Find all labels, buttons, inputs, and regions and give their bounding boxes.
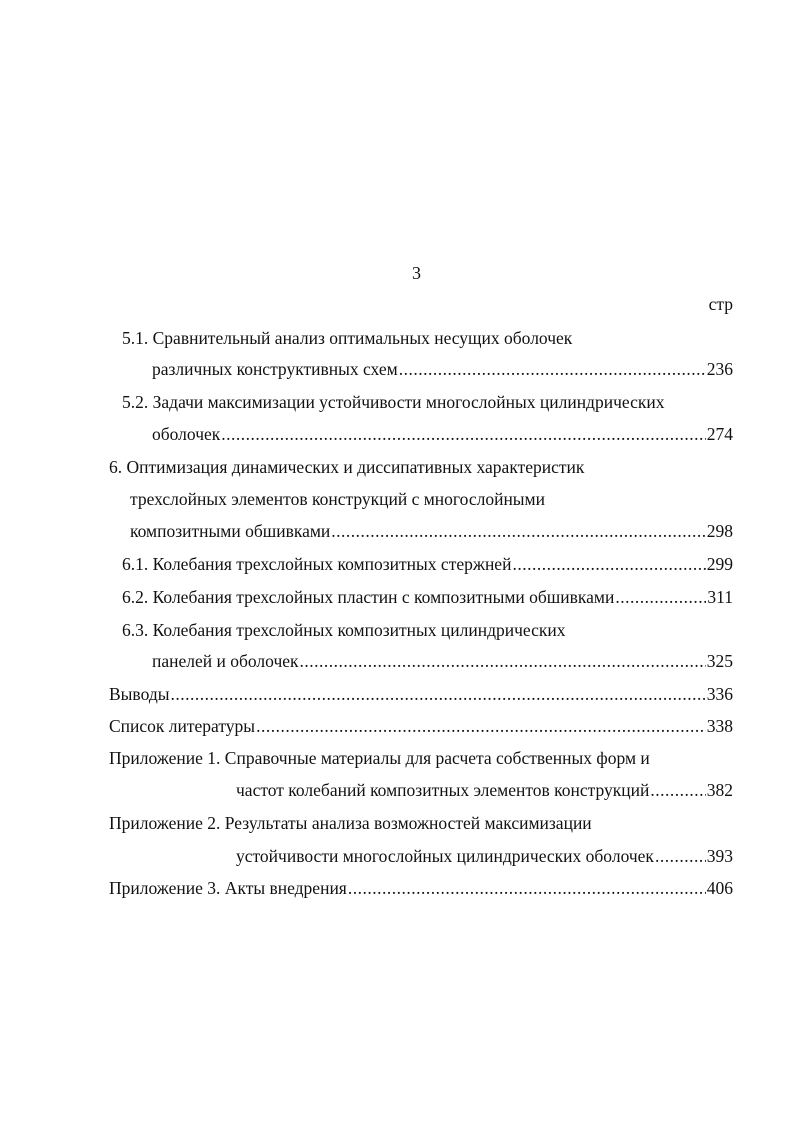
toc-entry-appendix-1-text: частот колебаний композитных элементов конструкций xyxy=(236,780,650,800)
dot-leader xyxy=(221,422,705,446)
dot-leader xyxy=(331,519,705,543)
toc-entry-appendix-3-text: Приложение 3. Акты внедрения xyxy=(109,878,347,898)
dot-leader xyxy=(348,876,706,900)
toc-entry-appendix-2-page: 393 xyxy=(706,846,733,866)
toc-entry-references-text: Список литературы xyxy=(109,716,256,736)
toc-entry-6-title: 6. Оптимизация динамических и диссипативных характеристик xyxy=(109,457,585,477)
toc-entry-appendix-2[interactable] xyxy=(236,844,733,868)
toc-entry-5-1-page: 236 xyxy=(706,359,733,379)
toc-entry-conclusions-page: 336 xyxy=(706,684,733,704)
toc-entry-5-1-title: 5.1. Сравнительный анализ оптимальных несущих оболочек xyxy=(122,328,573,348)
toc-entry-6-3-page: 325 xyxy=(706,651,733,671)
toc-entry-appendix-1-page: 382 xyxy=(706,780,733,800)
toc-entry-appendix-2-title: Приложение 2. Результаты анализа возможностей максимизации xyxy=(109,813,592,833)
toc-entry-6-text: композитными обшивками xyxy=(130,521,331,541)
toc-entry-5-2-title: 5.2. Задачи максимизации устойчивости многослойных цилиндрических xyxy=(122,392,665,412)
toc-entry-5-2-page: 274 xyxy=(706,424,733,444)
toc-entry-references-page: 338 xyxy=(706,716,733,736)
dot-leader xyxy=(399,357,706,381)
toc-entry-appendix-2-text: устойчивости многослойных цилиндрических оболочек xyxy=(236,846,654,866)
toc-entry-appendix-1-title: Приложение 1. Справочные материалы для расчета собственных форм и xyxy=(109,748,650,768)
dot-leader xyxy=(300,649,706,673)
toc-entry-conclusions[interactable] xyxy=(109,682,733,706)
toc-entry-appendix-1[interactable] xyxy=(236,778,733,802)
toc-entry-5-1-text: различных конструктивных схем xyxy=(152,359,398,379)
toc-entry-references[interactable] xyxy=(109,714,733,738)
toc-entry-6-page: 298 xyxy=(706,521,733,541)
page-number: 3 xyxy=(412,263,421,283)
toc-entry-appendix-3-page: 406 xyxy=(706,878,733,898)
toc-entry-conclusions-text: Выводы xyxy=(109,684,170,704)
toc-entry-6-1-page: 299 xyxy=(706,554,733,574)
toc-entry-5-2-text: оболочек xyxy=(152,424,221,444)
dot-leader xyxy=(170,682,705,706)
toc-entry-6[interactable] xyxy=(130,519,733,543)
toc-entry-6-1[interactable] xyxy=(122,552,733,576)
toc-entry-appendix-3[interactable] xyxy=(109,876,733,900)
toc-entry-6-2-text: 6.2. Колебания трехслойных пластин с композитными обшивками xyxy=(122,587,615,607)
toc-entry-6-3[interactable] xyxy=(152,649,733,673)
dot-leader xyxy=(655,844,706,868)
dot-leader xyxy=(512,552,705,576)
dot-leader xyxy=(650,778,705,802)
toc-entry-5-2[interactable] xyxy=(152,422,733,446)
dot-leader xyxy=(256,714,706,738)
toc-entry-6-2-page: 311 xyxy=(707,587,733,607)
toc-entry-5-1[interactable] xyxy=(152,357,733,381)
toc-entry-6-3-text: панелей и оболочек xyxy=(152,651,299,671)
toc-entry-6-1-text: 6.1. Колебания трехслойных композитных стержней xyxy=(122,554,512,574)
dot-leader xyxy=(615,585,706,609)
toc-entry-6-2[interactable] xyxy=(122,585,733,609)
toc-entry-6-title-cont: трехслойных элементов конструкций с многослойными xyxy=(130,489,546,509)
toc-entry-6-3-title: 6.3. Колебания трехслойных композитных цилиндрических xyxy=(122,620,566,640)
page-column-label: стр xyxy=(708,294,733,314)
